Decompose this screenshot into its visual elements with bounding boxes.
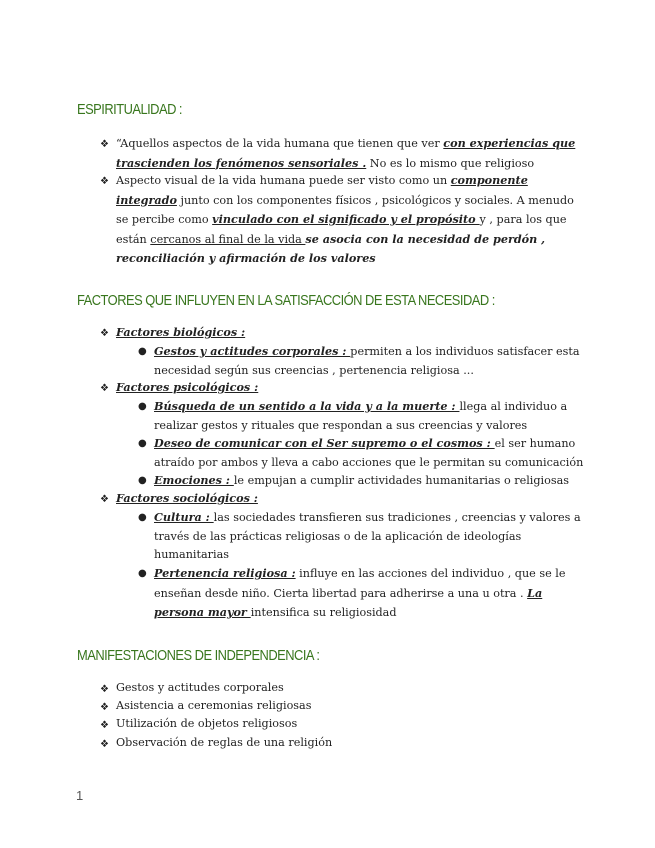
espiritualidad-item-1: “Aquellos aspectos de la vida humana que tienen que ver con experiencias que trascienden los fenómenos sensoriales . No es lo mismo que religioso (116, 136, 576, 170)
emphasis: se asocia con la necesidad de perdón , (305, 231, 546, 246)
list-item: Gestos y actitudes corporales (116, 681, 284, 694)
emphasis: vinculado con el significado y el propósito (212, 212, 480, 227)
emphasis: integrado (116, 192, 177, 207)
heading-manifestaciones: MANIFESTACIONES DE INDEPENDENCIA : (77, 647, 320, 664)
bullet-dot-icon: ● (138, 568, 147, 579)
factores-biologicos-label: Factores biológicos : (116, 325, 246, 339)
bullet-dot-icon: ● (138, 512, 147, 523)
factor-cultura: Cultura : las sociedades transfieren sus tradiciones , creencias y valores a través de las prácticas religiosas o de la aplicación de ideologías humanitarias (154, 510, 581, 562)
bullet-diamond-icon: ❖ (100, 684, 109, 695)
bullet-diamond-icon: ❖ (100, 139, 109, 150)
heading-factores: FACTORES QUE INFLUYEN EN LA SATISFACCIÓN DE ESTA NECESIDAD : (77, 292, 495, 309)
list-item: Observación de reglas de una religión (116, 736, 333, 749)
emphasis: reconciliación y afirmación de los valores (116, 251, 376, 266)
bullet-dot-icon: ● (138, 346, 147, 357)
factores-sociologicos-label: Factores sociológicos : (116, 491, 258, 505)
bullet-dot-icon: ● (138, 475, 147, 486)
factores-psicologicos-label: Factores psicológicos : (116, 380, 259, 394)
list-item: Asistencia a ceremonias religiosas (116, 699, 312, 712)
espiritualidad-item-2: Aspecto visual de la vida humana puede ser visto como un componente integrado junto con los componentes físicos , psicológicos y sociales. A menudo se percibe como vinculado con el significado y el propósito y , para los que están cercanos al final de la vida se asocia con la necesidad de perdón , reconciliación y afirmación de los valores (116, 173, 574, 266)
bullet-dot-icon: ● (138, 401, 147, 412)
bullet-diamond-icon: ❖ (100, 720, 109, 731)
list-item: Utilización de objetos religiosos (116, 717, 298, 730)
factor-gestos: Gestos y actitudes corporales : permiten a los individuos satisfacer esta necesidad según sus creencias , pertenencia religiosa ... (154, 344, 580, 377)
bullet-dot-icon: ● (138, 438, 147, 449)
bullet-diamond-icon: ❖ (100, 383, 109, 394)
factor-pertenencia: Pertenencia religiosa : influye en las acciones del individuo , que se le enseñan desde niño. Cierta libertad para adherirse a una u otra . La persona mayor intensifica su religiosidad (154, 566, 566, 620)
factor-emociones: Emociones : le empujan a cumplir actividades humanitarias o religiosas (154, 473, 569, 487)
emphasis: con experiencias que (443, 136, 576, 150)
bullet-diamond-icon: ❖ (100, 702, 109, 713)
emphasis: trascienden los fenómenos sensoriales . (116, 155, 367, 170)
bullet-diamond-icon: ❖ (100, 494, 109, 505)
page-number: 1 (76, 788, 84, 803)
emphasis: componente (450, 173, 528, 187)
factor-busqueda: Búsqueda de un sentido a la vida y a la muerte : llega al individuo a realizar gestos y rituales que respondan a sus creencias y valores (154, 399, 568, 432)
bullet-diamond-icon: ❖ (100, 328, 109, 339)
heading-espiritualidad: ESPIRITUALIDAD : (77, 101, 183, 118)
factor-deseo: Deseo de comunicar con el Ser supremo o el cosmos : el ser humano atraído por ambos y lleva a cabo acciones que le permitan su comunicación (154, 436, 584, 469)
bullet-diamond-icon: ❖ (100, 739, 109, 750)
bullet-diamond-icon: ❖ (100, 176, 109, 187)
